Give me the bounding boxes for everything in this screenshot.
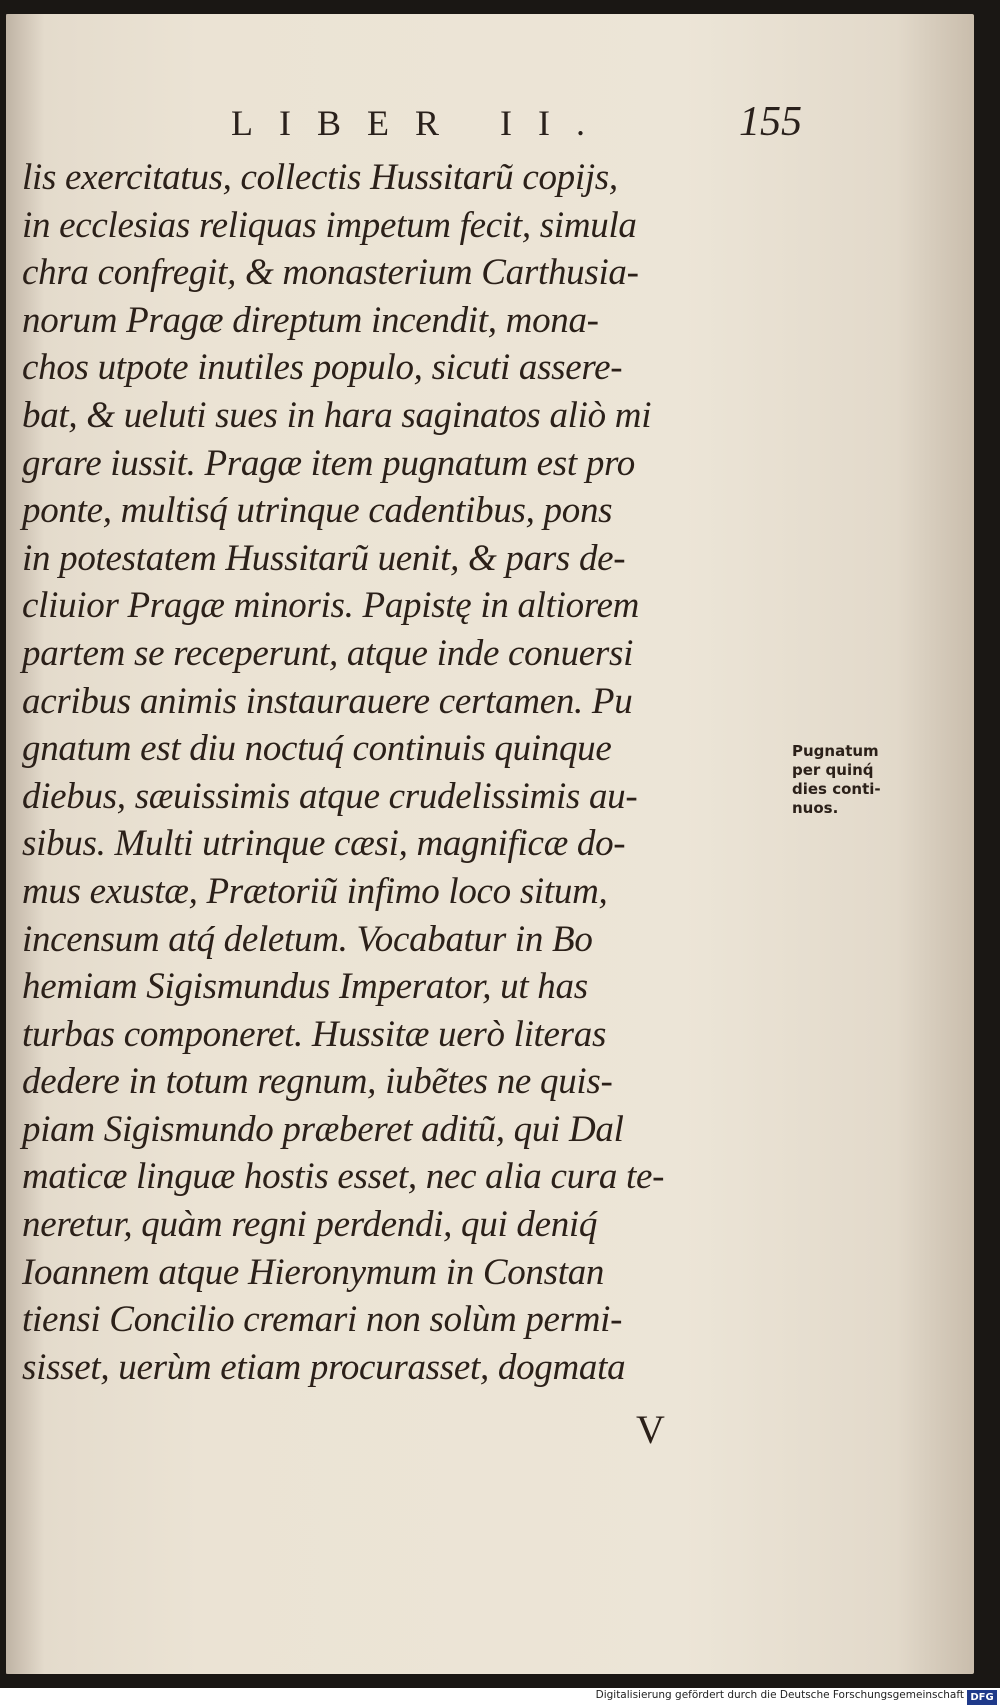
- running-head: LIBER II.: [231, 103, 611, 143]
- funding-credit: Digitalisierung gefördert durch die Deutsche Forschungsgemeinschaft: [595, 1689, 964, 1701]
- body-text: [22, 154, 792, 1391]
- text-line: mus exustæ, Prætoriũ infimo loco situm,: [22, 870, 608, 912]
- marginal-note-line: nuos.: [792, 799, 839, 817]
- marginal-note-line: dies conti-: [792, 780, 881, 798]
- text-line: sibus. Multi utrinque cæsi, magnificæ do-: [22, 823, 626, 865]
- dfg-logo: DFG: [967, 1690, 997, 1705]
- text-line: in potestatem Hussitarũ uenit, & pars de-: [22, 537, 626, 579]
- text-line: lis exercitatus, collectis Hussitarũ copijs,: [22, 157, 618, 198]
- marginal-note-line: per quinq́: [792, 761, 874, 779]
- text-line: turbas componeret. Hussitæ uerò literas: [22, 1013, 607, 1055]
- text-line: chos utpote inutiles populo, sicuti assere-: [22, 347, 623, 389]
- text-line: bat, & ueluti sues in hara saginatos aliò mi: [22, 394, 652, 436]
- text-line: chra confregit, & monasterium Carthusia-: [22, 252, 639, 294]
- text-line: cliuior Pragæ minoris. Papistę in altiorem: [22, 585, 640, 627]
- text-line: Ioannem atque Hieronymum in Constan: [22, 1251, 605, 1293]
- text-line: tiensi Concilio cremari non solùm permi-: [22, 1299, 623, 1341]
- text-line: maticæ linguæ hostis esset, nec alia cura te-: [22, 1156, 665, 1198]
- text-line: neretur, quàm regni perdendi, qui deniq́: [22, 1204, 598, 1246]
- text-line: ponte, multisq́ utrinque cadentibus, pons: [22, 490, 613, 532]
- text-line: piam Sigismundo præberet aditũ, qui Dal: [22, 1108, 624, 1150]
- signature-mark: V: [636, 1407, 665, 1452]
- text-line: acribus animis instaurauere certamen. Pu: [22, 680, 633, 722]
- page-header: [6, 99, 974, 152]
- text-line: norum Pragæ direptum incendit, mona-: [22, 299, 599, 341]
- text-line: gnatum est diu noctuq́ continuis quinque: [22, 728, 612, 770]
- page-number: 155: [739, 99, 802, 145]
- text-line: sisset, uerùm etiam procurasset, dogmata: [22, 1346, 626, 1388]
- text-line: partem se receperunt, atque inde conuersi: [22, 632, 634, 674]
- text-line: grare iussit. Pragæ item pugnatum est pro: [22, 442, 635, 484]
- marginal-note-line: Pugnatum: [792, 742, 879, 760]
- text-line: incensum atq́ deletum. Vocabatur in Bo: [22, 918, 593, 960]
- digitization-footer: [0, 1688, 1000, 1708]
- text-line: diebus, sæuissimis atque crudelissimis au-: [22, 775, 638, 817]
- marginal-note: [792, 742, 932, 818]
- text-line: hemiam Sigismundus Imperator, ut has: [22, 966, 588, 1008]
- book-page: [6, 14, 974, 1674]
- text-line: in ecclesias reliquas impetum fecit, simula: [22, 204, 637, 246]
- text-line: dedere in totum regnum, iubẽtes ne quis-: [22, 1061, 613, 1103]
